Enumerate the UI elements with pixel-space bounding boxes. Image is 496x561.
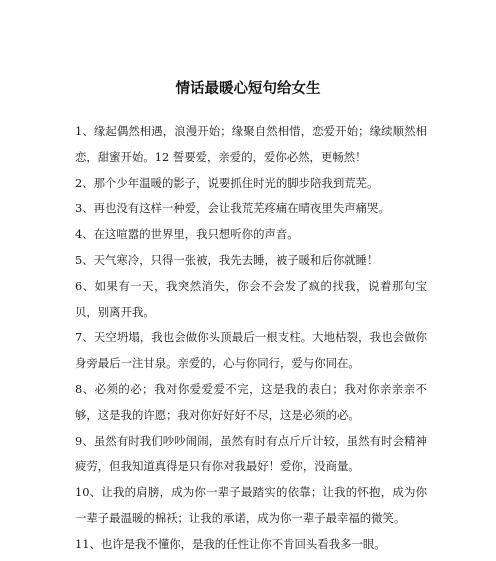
paragraph-5: 5、天气寒冷，只得一张被，我先去睡，被子暖和后你就睡！ [75, 252, 379, 267]
paragraph-11: 11、也许是我不懂你，是我的任性让你不肯回头看我多一眼。 [75, 536, 386, 551]
paragraph-2: 2、那个少年温暖的影子，说要抓住时光的脚步陪我到荒芜。 [75, 175, 379, 190]
document-body [75, 119, 427, 558]
paragraph-3: 3、再也没有这样一种爱，会让我荒芜疼痛在晴夜里失声痛哭。 [75, 201, 390, 216]
paragraph-6: 6、如果有一天，我突然消失，你会不会发了疯的找我，说着那句宝贝，别离开我。 [75, 278, 427, 319]
paragraph-7: 7、天空坍塌，我也会做你头顶最后一根支柱。大地枯裂，我也会做你身旁最后一注甘泉。亲爱的，心与你同行，爱与你同在。 [75, 330, 427, 371]
paragraph-9: 9、虽然有时我们吵吵闹闹，虽然有时有点斤斤计较，虽然有时会精神疲劳，但我知道真得是只有你对我最好！爱你，没商量。 [75, 433, 427, 474]
document-title: 情话最暖心短句给女生 [175, 81, 321, 97]
paragraph-10: 10、让我的肩膀，成为你一辈子最踏实的依靠；让我的怀抱，成为你一辈子最温暖的棉袄；让我的承诺，成为你一辈子最幸福的微笑。 [75, 485, 427, 525]
paragraph-8: 8、必须的必；我对你爱爱爱不完，这是我的表白；我对你亲亲亲不够，这是我的许愿；我对你好好好不尽，这是必须的必。 [75, 381, 427, 422]
paragraph-4: 4、在这喧嚣的世界里，我只想听你的声音。 [75, 227, 299, 242]
paragraph-1: 1、缘起偶然相遇，浪漫开始；缘聚自然相惜，恋爱开始；缘续顺然相恋，甜蜜开始。12 誓要爱，亲爱的，爱你必然，更畅然！ [75, 124, 427, 164]
